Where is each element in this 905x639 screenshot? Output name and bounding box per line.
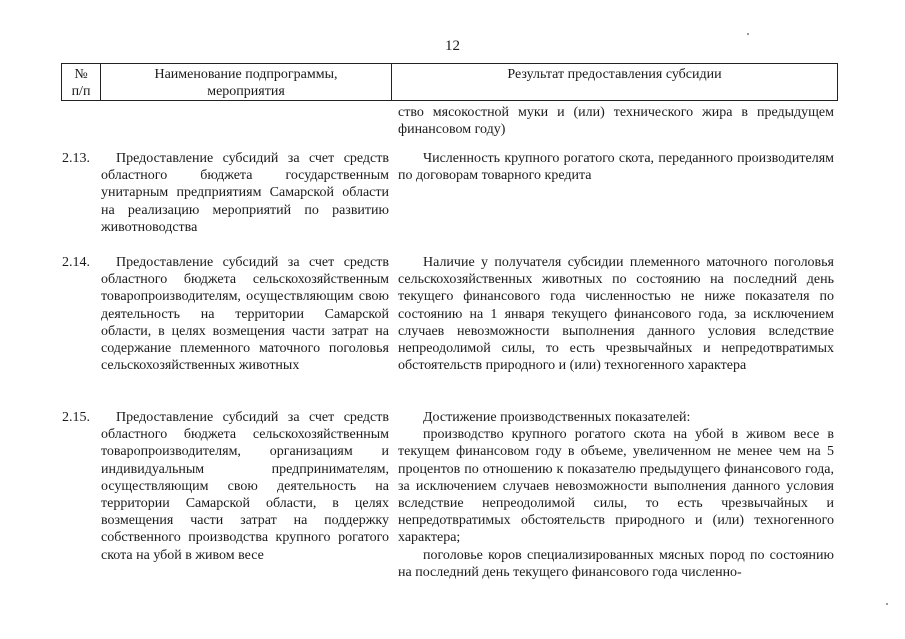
result-paragraph: Наличие у получателя субсидии племенного маточного поголовья сельскохозяйственных животных по состоянию на последний день текущего финансового года численностью не ниже показателя по состоянию на 1 января текущего финансового года, за исключением случаев невозможности выполнения данного условия вследствие непреодолимой силы, то есть чрезвычайных и непредотвратимых обстоятельств природного и (или) техногенного характера [398, 255, 834, 374]
header-name [101, 64, 392, 100]
header-num-label: № п/п [71, 67, 91, 99]
row-result [398, 254, 834, 374]
result-paragraph: Численность крупного рогатого скота, переданного производителям по договорам товарного кредита [398, 151, 834, 184]
page-number: 12 [445, 38, 460, 54]
row-result [398, 150, 834, 184]
row-number: 2.13. [62, 151, 90, 166]
result-paragraph: поголовье коров специализированных мясных пород по состоянию на последний день текущего финансового года численно- [398, 547, 834, 580]
header-result-label: Результат предоставления субсидии [507, 67, 722, 82]
scan-speck [747, 33, 749, 35]
row-name: Предоставление субсидий за счет средств областного бюджета сельскохозяйственным товаропроизводителям, осуществляющим свою деятельность на территории Самарской области, в целях возмещения части затрат на содержание племенного маточного поголовья сельскохозяйственных животных [101, 255, 389, 374]
continuation-text: ство мясокостной муки и (или) технического жира в предыдущем финансовом году) [398, 105, 834, 138]
header-result [392, 64, 837, 100]
header-num [62, 64, 101, 100]
header-name-label: Наименование подпрограммы, мероприятия [154, 67, 338, 99]
row-result [398, 409, 834, 581]
result-paragraph: Достижение производственных показателей: [423, 410, 691, 425]
scan-speck [886, 603, 888, 605]
row-name: Предоставление субсидий за счет средств областного бюджета сельскохозяйственным товаропроизводителям, организациям и индивидуальным предпринимателям, осуществляющим свою деятельность на территории Самарской области, в целях возмещения части затрат на поддержку собственного производства крупного рогатого скота на убой в живом весе [101, 410, 389, 563]
table-header [61, 63, 838, 101]
row-name: Предоставление субсидий за счет средств областного бюджета государственным унитарным предприятиям Самарской области на реализацию мероприятий по развитию животноводства [101, 151, 389, 235]
row-number: 2.14. [62, 255, 90, 270]
row-number: 2.15. [62, 410, 90, 425]
result-paragraph: производство крупного рогатого скота на убой в живом весе в текущем финансовом году в объеме, увеличенном не менее чем на 5 процентов по отношению к показателю предыдущего финансового года, за исключением случаев невозможности выполнения данного условия вследствие непреодолимой силы, то есть чрезвычайных и непредотвратимых обстоятельств природного и (или) техногенного характера; [398, 427, 834, 546]
